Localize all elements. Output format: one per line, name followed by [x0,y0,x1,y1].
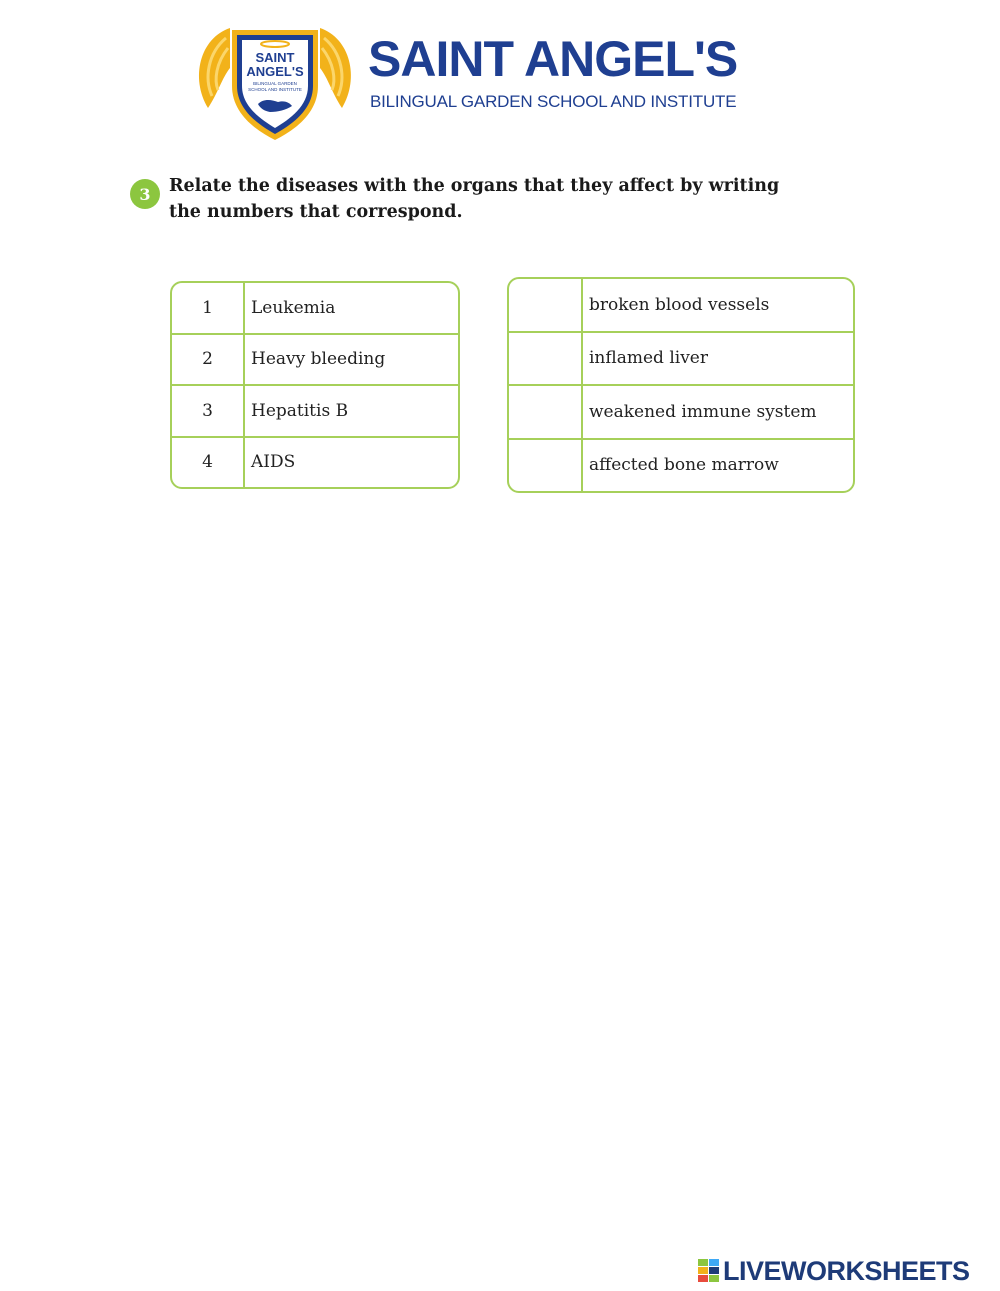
disease-number: 4 [172,438,245,488]
school-name: SAINT ANGEL'S [368,31,738,87]
disease-row [172,283,458,333]
liveworksheets-logo[interactable] [698,1256,970,1286]
disease-name: Leukemia [251,297,336,318]
organ-row [509,384,853,438]
organ-description: inflamed liver [589,348,708,369]
disease-number: 2 [172,335,245,385]
school-subtitle: BILINGUAL GARDEN SCHOOL AND INSTITUTE [370,92,737,111]
answer-input-2[interactable] [513,340,577,376]
organ-row [509,331,853,385]
disease-number: 1 [172,283,245,333]
organ-row [509,279,853,331]
answer-cell [509,440,583,492]
organ-description: broken blood vessels [589,294,770,315]
question-instruction: Relate the diseases with the organs that they affect by writing the numbers that correspond. [169,176,780,222]
liveworksheets-icon [698,1259,720,1283]
disease-name: Hepatitis B [251,400,349,421]
diseases-table [170,281,460,489]
crest-small-line1: BILINGUAL GARDEN [253,81,297,86]
answer-input-4[interactable] [513,447,577,483]
question-number-badge: 3 [130,179,160,209]
organ-description: weakened immune system [589,401,817,422]
answer-cell [509,333,583,385]
crest-text-line2: ANGEL'S [246,64,304,79]
disease-name: Heavy bleeding [251,349,386,370]
disease-number: 3 [172,386,245,436]
school-crest-logo [190,8,360,143]
school-header [190,8,770,143]
answer-cell [509,279,583,331]
answer-cell [509,386,583,438]
liveworksheets-brand: LIVEWORKSHEETS [723,1255,970,1286]
answer-input-1[interactable] [513,287,577,323]
disease-row [172,436,458,488]
organ-row [509,438,853,492]
organ-description: affected bone marrow [589,455,779,476]
organs-table [507,277,855,493]
disease-row [172,333,458,385]
disease-row [172,384,458,436]
disease-name: AIDS [251,452,296,473]
crest-small-line2: SCHOOL AND INSTITUTE [248,87,302,92]
answer-input-3[interactable] [513,394,577,430]
crest-text-line1: SAINT [255,50,295,65]
